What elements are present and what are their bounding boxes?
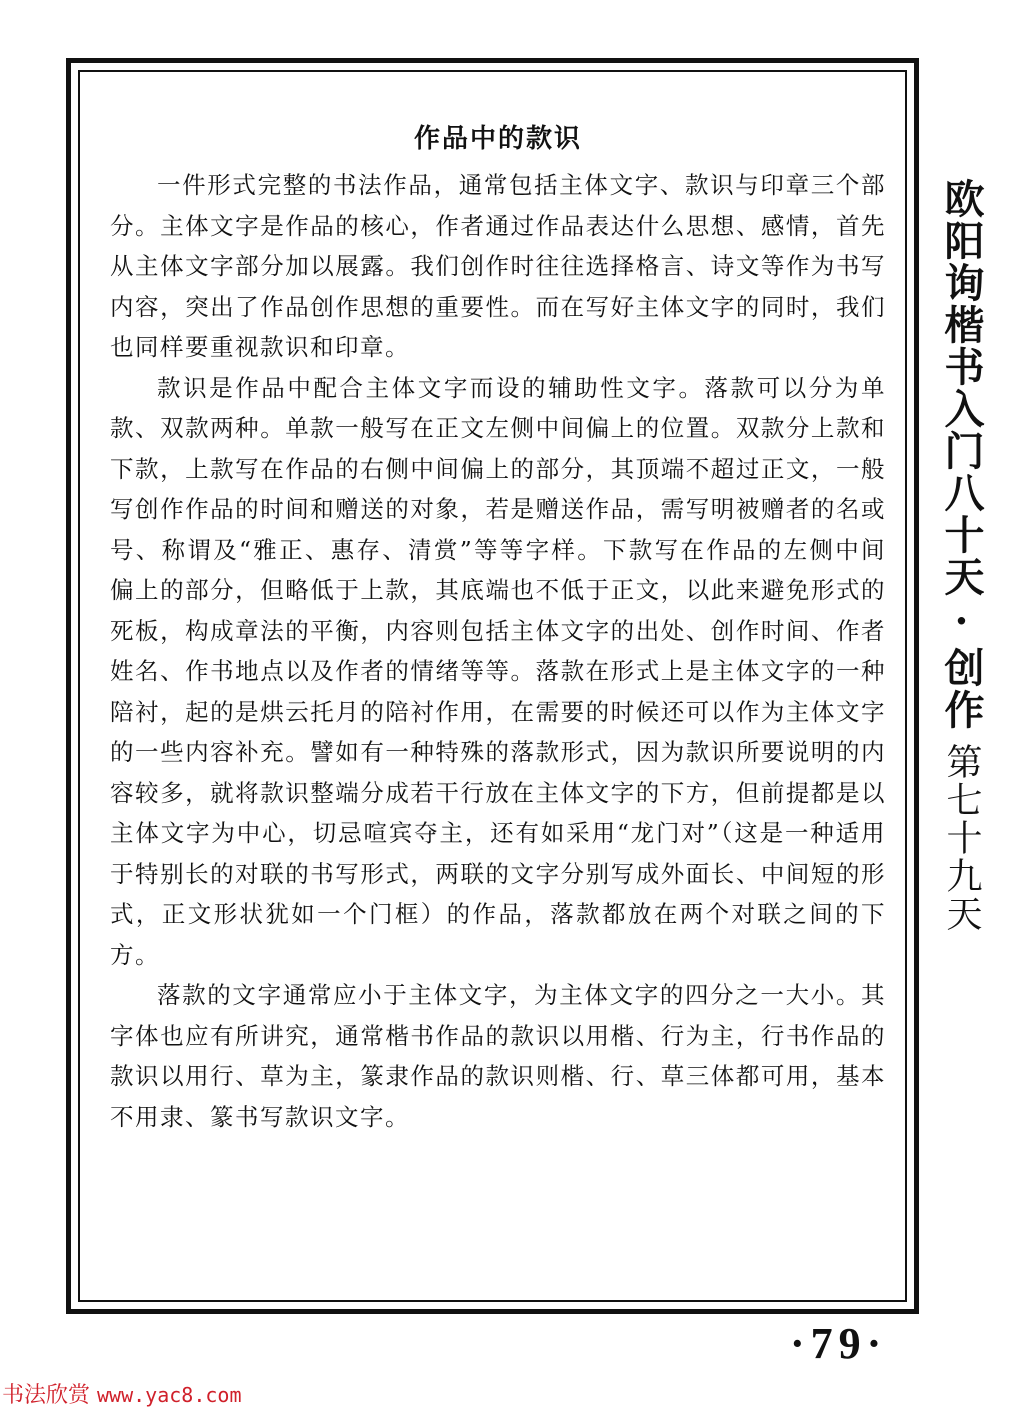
side-title: 欧阳询楷书入门八十天·创作 <box>938 178 985 731</box>
paragraph-2: 款识是作品中配合主体文字而设的辅助性文字。落款可以分为单款、双款两种。单款一般写在正文左侧中间偏上的位置。双款分上款和下款，上款写在作品的右侧中间偏上的部分，其顶端不超过正文，一般写创作作品的时间和赠送的对象，若是赠送作品，需写明被赠者的名或号、称谓及“雅正、惠存、清赏”等等字样。下款写在作品的左侧中间偏上的部分，但略低于上款，其底端也不低于正文，以此来避免形式的死板，构成章法的平衡，内容则包括主体文字的出处、创作时间、作者姓名、作书地点以及作者的情绪等等。落款在形式上是主体文字的一种陪衬，起的是烘云托月的陪衬作用，在需要的时候还可以作为主体文字的一些内容补充。譬如有一种特殊的落款形式，因为款识所要说明的内容较多，就将款识整端分成若干行放在主体文字的下方，但前提都是以主体文字为中心，切忌喧宾夺主，还有如采用“龙门对”（这是一种适用于特别长的对联的书写形式，两联的文字分别写成外面长、中间短的形式，正文形状犹如一个门框）的作品，落款都放在两个对联之间的下方。 <box>110 373 886 969</box>
article-title: 作品中的款识 <box>413 124 582 154</box>
watermark-site-name: 书法欣赏 <box>2 1383 91 1408</box>
page-number: ·79· <box>790 1319 888 1368</box>
watermark-footer <box>2 1378 242 1409</box>
paragraph-1: 一件形式完整的书法作品，通常包括主体文字、款识与印章三个部分。主体文字是作品的核心，作者通过作品表达什么思想、感情，首先从主体文字部分加以展露。我们创作时往往选择格言、诗文等作为书写内容，突出了作品创作思想的重要性。而在写好主体文字的同时，我们也同样要重视款识和印章。 <box>110 171 886 361</box>
paragraph-3: 落款的文字通常应小于主体文字，为主体文字的四分之一大小。其字体也应有所讲究，通常楷书作品的款识以用楷、行为主，行书作品的款识以用行、草为主，篆隶作品的款识则楷、行、草三体都可用，基本不用隶、篆书写款识文字。 <box>110 981 886 1131</box>
side-title-column <box>936 178 986 933</box>
side-day-label: 第七十九天 <box>941 743 982 933</box>
article <box>110 118 886 1137</box>
watermark-url[interactable]: www.yac8.com <box>97 1383 242 1407</box>
